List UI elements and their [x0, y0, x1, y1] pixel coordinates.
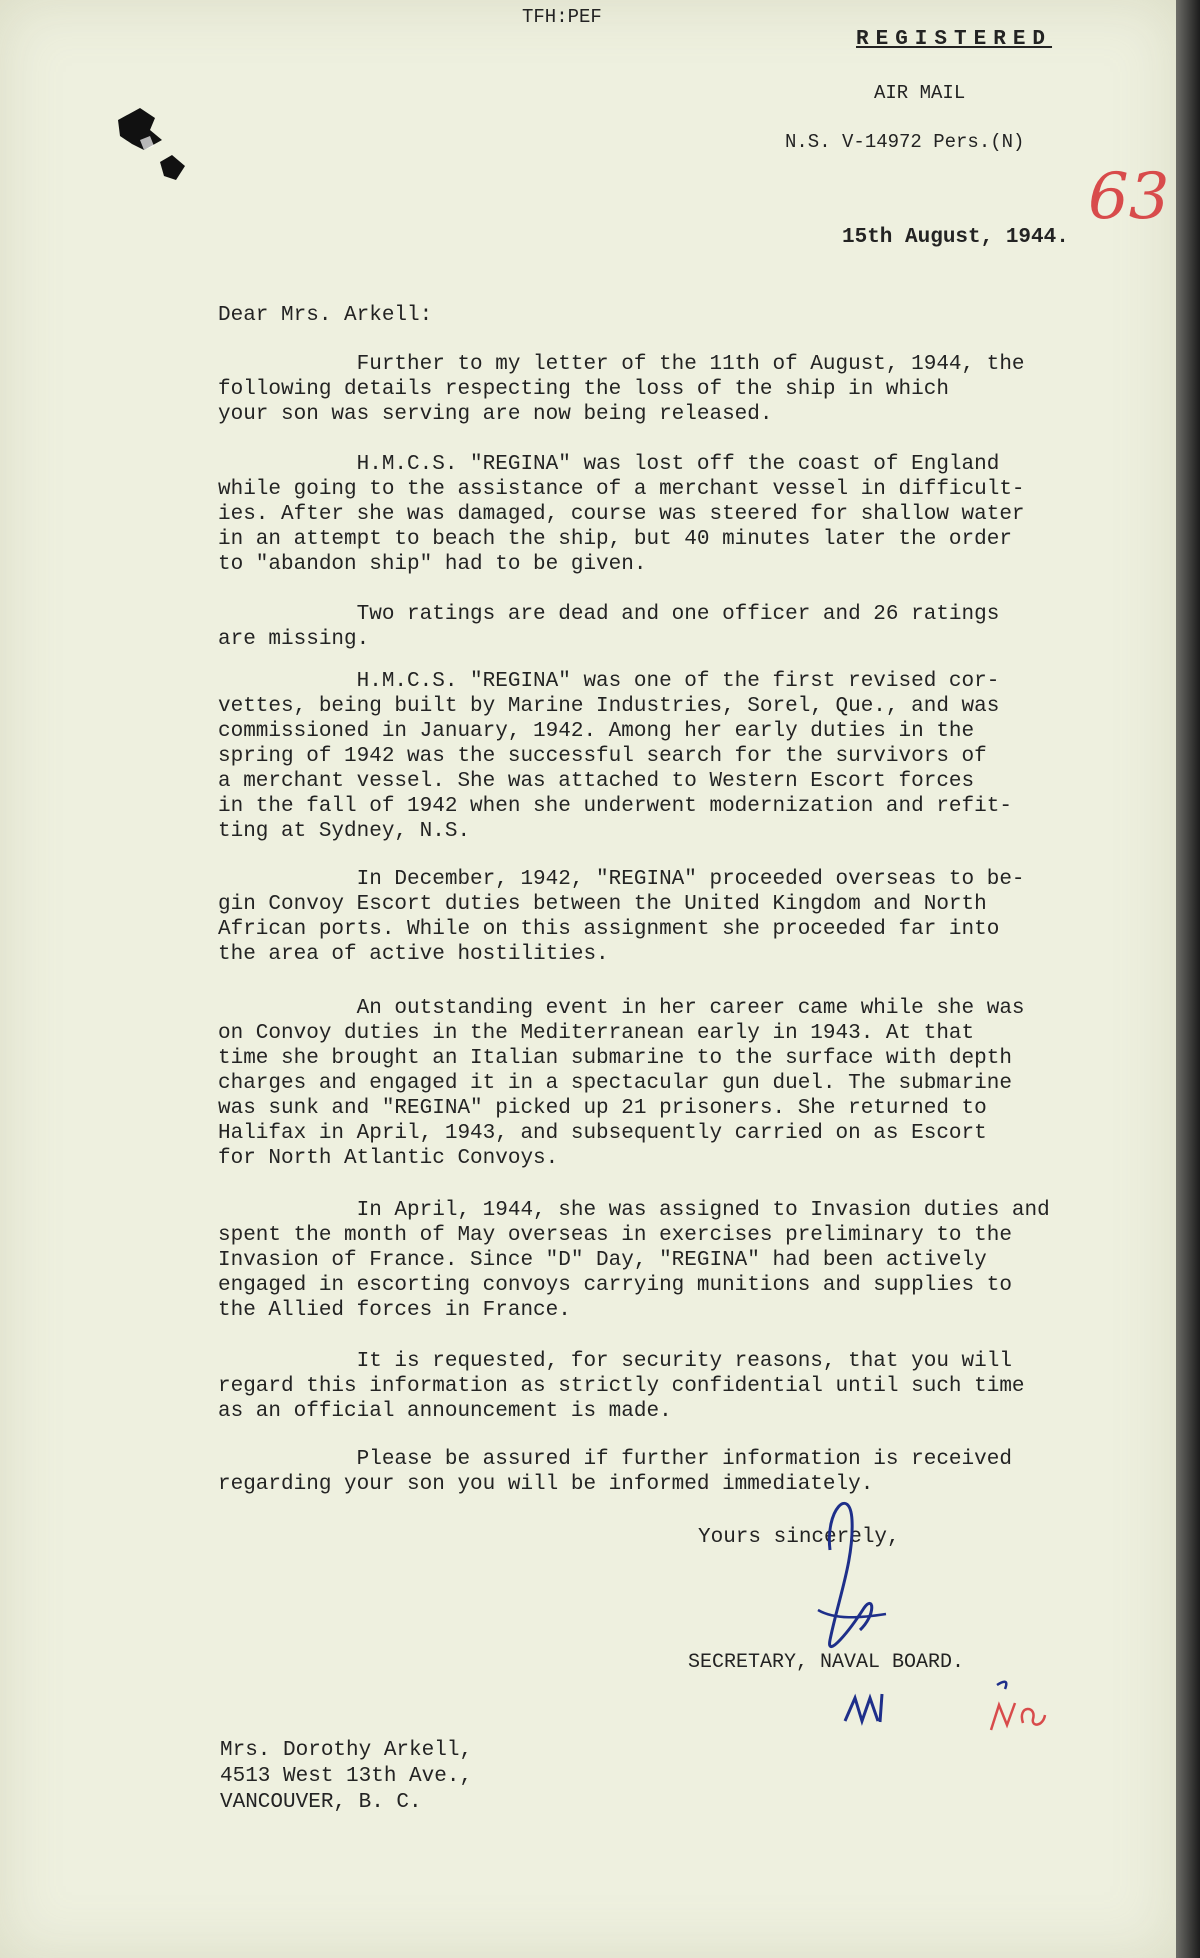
paragraph-3: Two ratings are dead and one officer and 26 ratings are missing.	[218, 603, 1000, 651]
paragraph-6: An outstanding event in her career came while she was on Convoy duties in the Mediterranean early in 1943. At that time she brought an Italian submarine to the surface with depth charges and engaged it in a spectacular gun duel. The submarine was sunk and "REGINA" picked up 21 prisoners. She returned to Halifax in April, 1943, and subsequently carried on as Escort for North Atlantic Convoys.	[218, 997, 1025, 1170]
initials-mark	[840, 1686, 900, 1736]
registered-label: REGISTERED	[856, 28, 1053, 51]
air-mail-label: AIR MAIL	[874, 82, 966, 104]
address-street: 4513 West 13th Ave.,	[220, 1765, 473, 1788]
scan-edge	[1176, 0, 1200, 1958]
signature-title: SECRETARY, NAVAL BOARD.	[688, 1651, 965, 1674]
reference-initials: TFH:PEF	[522, 6, 602, 28]
paragraph-4: H.M.C.S. "REGINA" was one of the first revised cor- vettes, being built by Marine Industries, Sorel, Que., and was commissioned in January, 1942. Among her early duties in the spring of 1942 was the successful search for the survivors of a merchant vessel. She was attached to Western Escort forces in the fall of 1942 when she underwent modernization and refit- ting at Sydney, N.S.	[218, 670, 1012, 843]
file-number: N.S. V-14972 Pers.(N)	[785, 131, 1025, 153]
red-pencil-note: 63	[1088, 160, 1170, 234]
address-city: VANCOUVER, B. C.	[220, 1791, 422, 1814]
salutation: Dear Mrs. Arkell:	[218, 304, 433, 327]
paragraph-7: In April, 1944, she was assigned to Invasion duties and spent the month of May overseas in exercises preliminary to the Invasion of France. Since "D" Day, "REGINA" had been actively engaged in escorting convoys carrying munitions and supplies to the Allied forces in France.	[218, 1199, 1050, 1322]
paragraph-1: Further to my letter of the 11th of August, 1944, the following details respecting the loss of the ship in which your son was serving are now being released.	[218, 353, 1025, 426]
paragraph-9: Please be assured if further information is received regarding your son you will be informed immediately.	[218, 1448, 1012, 1496]
red-pencil-initials	[985, 1675, 1065, 1755]
address-name: Mrs. Dorothy Arkell,	[220, 1739, 473, 1762]
paragraph-8: It is requested, for security reasons, that you will regard this information as strictly confidential until such time as an official announcement is made.	[218, 1350, 1025, 1423]
paragraph-5: In December, 1942, "REGINA" proceeded overseas to be- gin Convoy Escort duties between the United Kingdom and North African ports. While on this assignment she proceeded far into the area of active hostilities.	[218, 868, 1025, 966]
punch-hole-mark	[110, 100, 210, 195]
paragraph-2: H.M.C.S. "REGINA" was lost off the coast of England while going to the assistance of a merchant vessel in difficult- ies. After she was damaged, course was steered for shallow water in an attempt to beach the ship, but 40 minutes later the order to "abandon ship" had to be given.	[218, 453, 1025, 576]
closing: Yours sincerely,	[698, 1526, 900, 1549]
letter-date: 15th August, 1944.	[842, 226, 1069, 249]
